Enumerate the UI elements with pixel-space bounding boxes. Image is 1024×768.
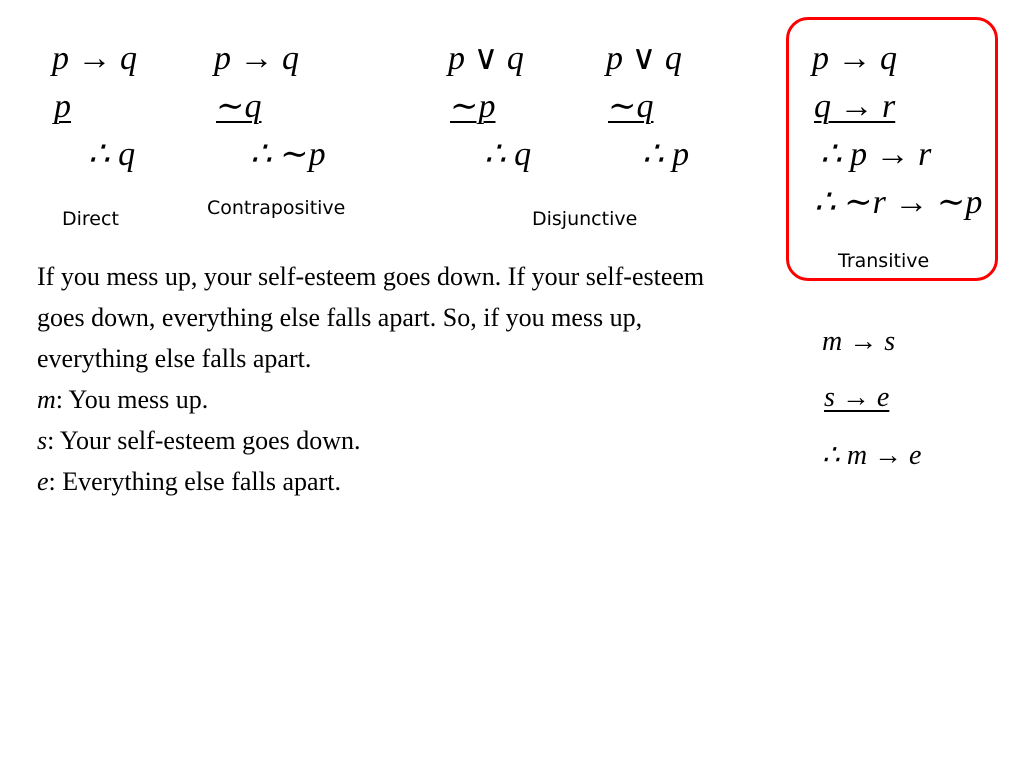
direct-premise-2 (54, 90, 71, 124)
disjunctive-a-premise-2 (450, 90, 496, 124)
transitive-premise-1: p → q (812, 40, 897, 77)
transitive-conclusion-2: ∴ ∼r → ∼p (814, 184, 983, 221)
disjunctive-b-premise-1: p ∨ q (606, 40, 682, 77)
disjunctive-a-premise-2-text: ∼p (450, 88, 496, 125)
definition-m-text: : You mess up. (55, 385, 209, 414)
disjunctive-a-premise-1: p ∨ q (448, 40, 524, 77)
contrapositive-premise-2-text: ∼q (216, 88, 262, 125)
disjunctive-b-conclusion: ∴ p (642, 136, 690, 173)
disjunctive-label: Disjunctive (532, 208, 638, 230)
definition-m-var: m (37, 385, 56, 414)
definition-e (37, 461, 727, 502)
contrapositive-premise-1: p → q (214, 40, 299, 77)
definition-m (37, 379, 727, 420)
contrapositive-conclusion: ∴ ∼p (250, 136, 326, 173)
contrapositive-premise-2 (216, 90, 262, 124)
definition-s (37, 420, 727, 461)
example-paragraph: If you mess up, your self-esteem goes down. If your self-esteem goes down, everything else falls apart. So, if you mess up, everything else falls apart. (37, 262, 705, 373)
symbolic-line-2 (824, 382, 889, 414)
disjunctive-a-conclusion: ∴ q (484, 136, 532, 173)
definition-s-var: s (37, 426, 48, 455)
disjunctive-b-premise-2-text: ∼q (608, 88, 654, 125)
transitive-conclusion-1: ∴ p → r (820, 136, 932, 173)
definition-e-text: : Everything else falls apart. (48, 467, 341, 496)
direct-premise-2-text: p (54, 88, 71, 125)
disjunctive-b-premise-2 (608, 90, 654, 124)
direct-label: Direct (62, 208, 119, 230)
definition-s-text: : Your self-esteem goes down. (47, 426, 361, 455)
transitive-premise-2 (814, 90, 895, 124)
symbolic-line-1: m → s (822, 326, 896, 357)
contrapositive-label: Contrapositive (207, 197, 346, 219)
direct-premise-1: p → q (52, 40, 137, 77)
definition-e-var: e (37, 467, 49, 496)
direct-conclusion: ∴ q (88, 136, 136, 173)
example-text (37, 256, 727, 502)
transitive-label: Transitive (838, 250, 930, 272)
symbolic-line-2-text: s → e (824, 382, 890, 413)
symbolic-conclusion: ∴ m → e (822, 440, 922, 471)
transitive-premise-2-text: q → r (814, 88, 896, 125)
